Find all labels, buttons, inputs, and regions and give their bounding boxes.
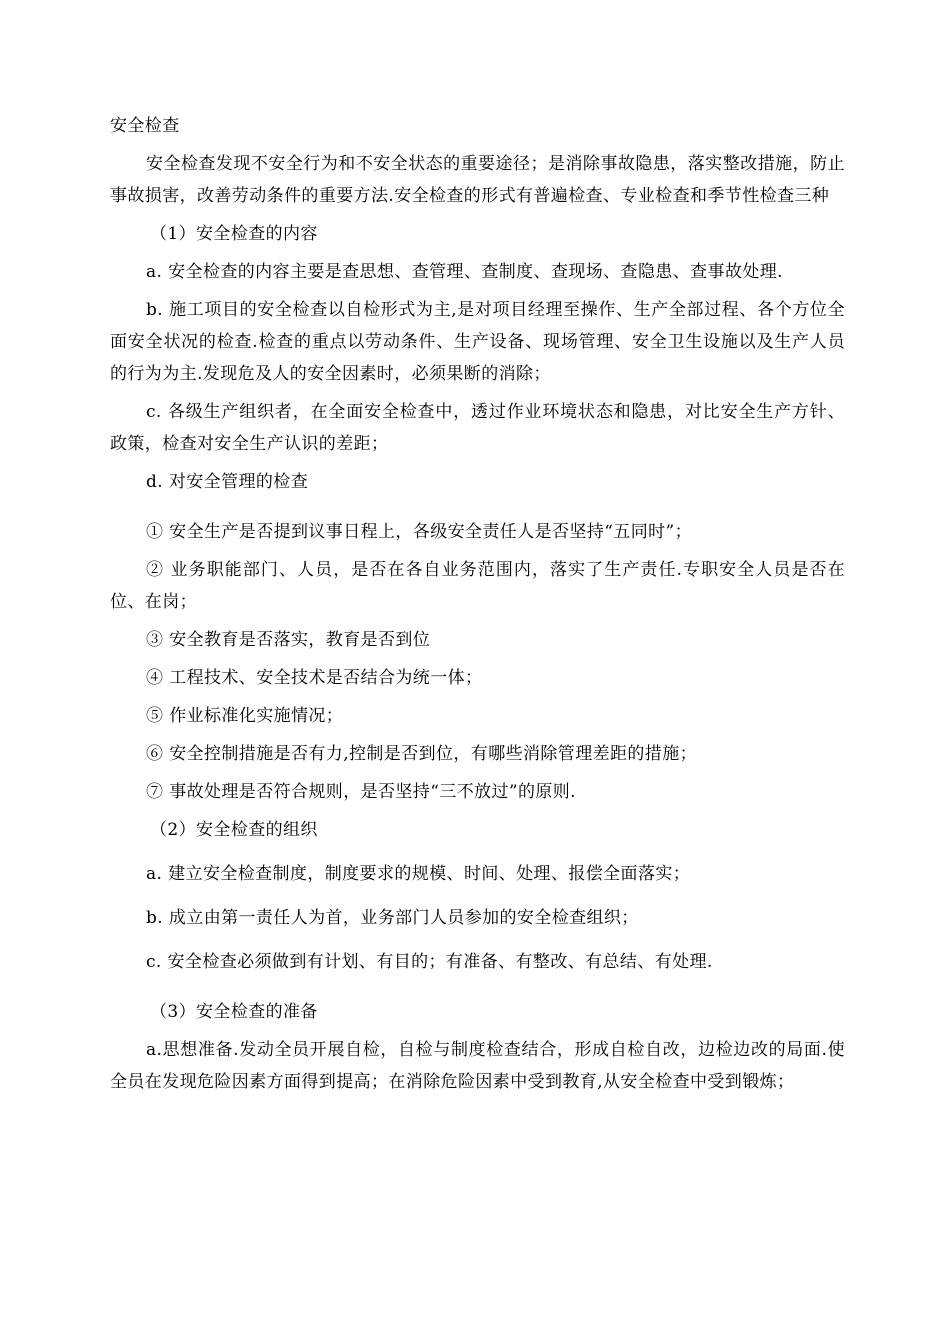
section2-item-c: c. 安全检查必须做到有计划、有目的；有准备、有整改、有总结、有处理.: [146, 952, 713, 972]
section1-sub5: ⑤ 作业标准化实施情况；: [146, 706, 344, 726]
section1-item-b: b. 施工项目的安全检查以自检形式为主,是对项目经理至操作、生产全部过程、各个方位全面安全状况的检查.检查的重点以劳动条件、生产设备、现场管理、安全卫生设施以及生产人员的行为为主.发现危及人的安全因素时，必须果断的消除；: [110, 300, 845, 384]
section3-heading: （3）安全检查的准备: [150, 1002, 318, 1022]
section2-heading: （2）安全检查的组织: [150, 820, 318, 840]
document-page: [110, 110, 845, 1098]
section1-sub3: ③ 安全教育是否落实，教育是否到位: [146, 630, 431, 650]
section2-item-b: b. 成立由第一责任人为首，业务部门人员参加的安全检查组织；: [146, 908, 639, 928]
section1-sub2: ② 业务职能部门、人员，是否在各自业务范围内，落实了生产责任.专职安全人员是否在位、在岗；: [110, 560, 845, 612]
section1-sub6: ⑥ 安全控制措施是否有力,控制是否到位，有哪些消除管理差距的措施；: [146, 744, 698, 764]
document-title: 安全检查: [110, 116, 180, 136]
section1-sub1: ① 安全生产是否提到议事日程上，各级安全责任人是否坚持“五同时”；: [146, 522, 692, 542]
section1-item-c: c. 各级生产组织者，在全面安全检查中，透过作业环境状态和隐患，对比安全生产方针、政策，检查对安全生产认识的差距；: [110, 402, 845, 454]
section1-item-d: d. 对安全管理的检查: [146, 472, 309, 492]
section3-item-a: a.思想准备.发动全员开展自检，自检与制度检查结合，形成自检自改，边检边改的局面.使全员在发现危险因素方面得到提高；在消除危险因素中受到教育,从安全检查中受到锻炼；: [110, 1040, 845, 1092]
section1-heading: （1）安全检查的内容: [150, 224, 318, 244]
section1-sub7: ⑦ 事故处理是否符合规则，是否坚持“三不放过”的原则.: [146, 782, 576, 802]
section1-sub4: ④ 工程技术、安全技术是否结合为统一体；: [146, 668, 483, 688]
section2-item-a: a. 建立安全检查制度，制度要求的规模、时间、处理、报偿全面落实；: [146, 864, 691, 884]
section1-item-a: a. 安全检查的内容主要是查思想、查管理、查制度、查现场、查隐患、查事故处理.: [146, 262, 783, 282]
intro-paragraph: 安全检查发现不安全行为和不安全状态的重要途径；是消除事故隐患，落实整改措施，防止事故损害，改善劳动条件的重要方法.安全检查的形式有普遍检查、专业检查和季节性检查三种: [110, 154, 845, 206]
